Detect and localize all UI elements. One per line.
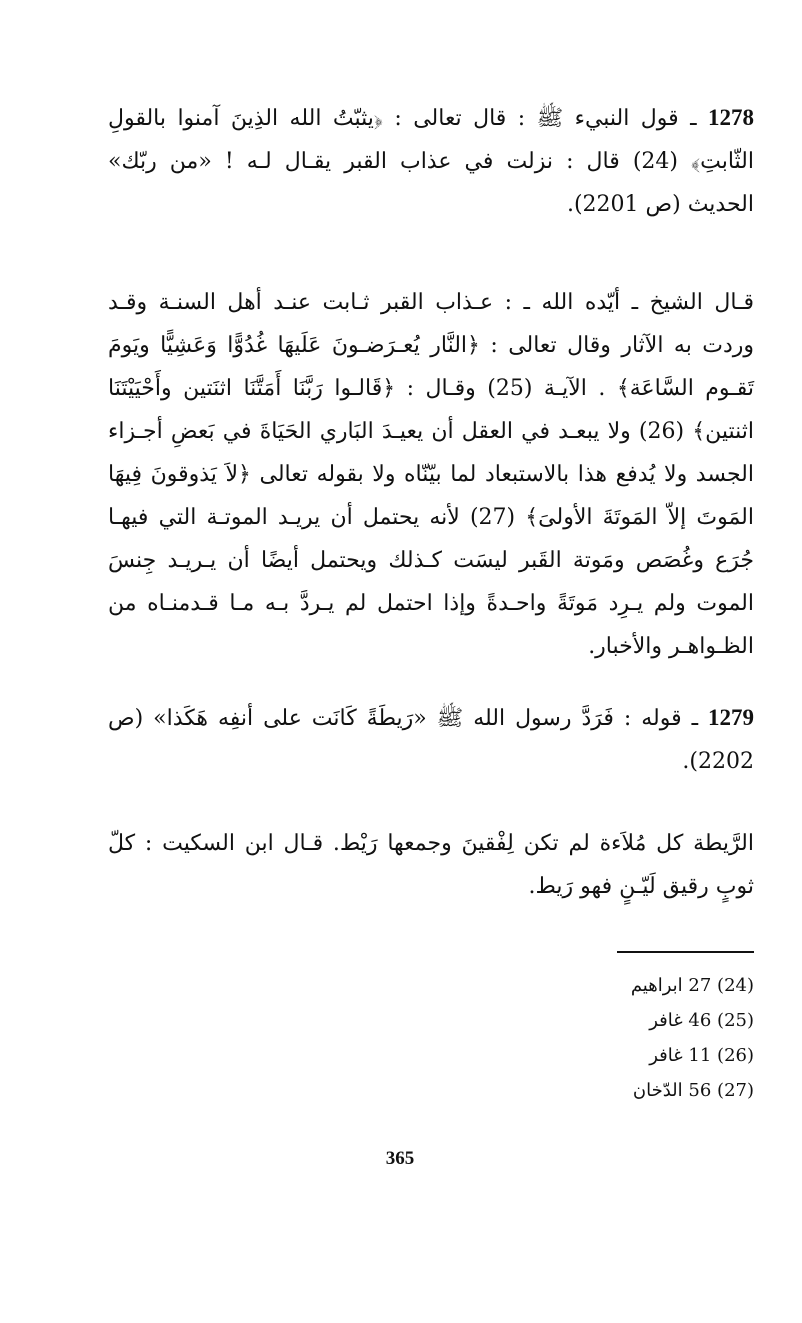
footnote-27: (27) 56 الدّخان — [632, 1080, 754, 1101]
footnote-25: (25) 46 غافر — [649, 1010, 754, 1031]
entry-1278 — [108, 96, 754, 226]
page-number: 365 — [385, 1148, 415, 1169]
entry-text: ـ قوله : فَرَدَّ رسول الله ﷺ «رَيطَةً كَانَت على أنفِه هَكَذا» (ص 2202). — [108, 706, 754, 774]
footnotes — [500, 968, 754, 1108]
entry-text: ـ قول النبيء ﷺ : قال تعالى : ﴿يثبّتُ الله الذِينَ آمنوا بالقولِ الثّابتِ﴾ (24) قال : نزلت في عذاب القبر يقـال لـه ! «من ربّك» الحديث (ص 2201). — [108, 106, 754, 217]
footnote-26: (26) 11 غافر — [649, 1045, 754, 1066]
entry-number: 1278 — [708, 105, 754, 130]
footnote-divider — [617, 951, 754, 953]
commentary-1278: قـال الشيخ ـ أيّده الله ـ : عـذاب القبر ثـابت عنـد أهل السنـة وقـد وردت به الآثار وقال تعالى : ﴿النَّار يُعـرَضـونَ عَلَيهَا غُدُوًّا وَعَشِيًّا ويَومَ تَقـوم السَّاعَة﴾ . الآيـة (25) وقـال : ﴿قَالـوا رَبَّنَا أَمَتَّنَا اثنَتين وأَحْيَيْتَنَا اثنتين﴾ (26) ولا يبعـد في العقل أن يعيـدَ البَاري الحَيَاةَ في بَعضِ أجـزاء الجسد ولا يُدفع هذا بالاستبعاد لما بيّنّاه ولا بقوله تعالى ﴿لاَ يَذوقونَ فِيهَا المَوتَ إلاّ المَوتَةَ الأولىَ﴾ (27) لأنه يحتمل أن يريـد الموتـة التي فيهـا جُرَع وغُصَص ومَوتة القَبر ليسَت كـذلك ويحتمل أيضًا أن يـريـد جِنسَ الموت ولم يـرِد مَوتَةً واحـدةً وإذا احتمل لم يـردَّ بـه مـا قـدمنـاه من الظـواهـر والأخبار. — [108, 290, 754, 659]
entry-number: 1279 — [708, 705, 754, 730]
footnote-24: (24) 27 ابراهيم — [630, 975, 754, 996]
commentary-1279: الرَّيطة كل مُلاَءة لم تكن لِفْقينَ وجمعها رَيْط. قـال ابن السكيت : كلّ ثوبٍ رقيق لَيّـنٍ فهو رَيط. — [108, 831, 754, 899]
entry-1279 — [108, 696, 754, 783]
